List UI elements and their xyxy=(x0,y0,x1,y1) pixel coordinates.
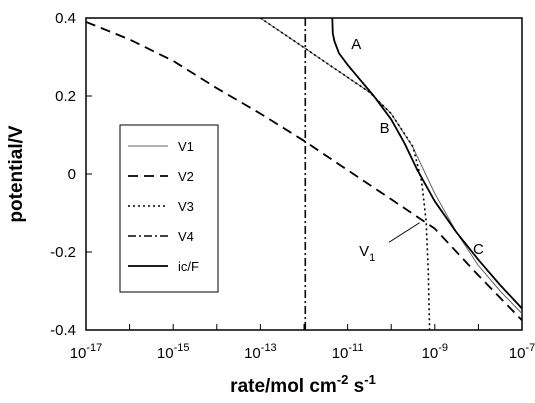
series-line-icf xyxy=(332,18,522,309)
annotation-label: $V_1$ xyxy=(359,242,376,264)
x-tick-label: $10^{-15}$ xyxy=(156,342,190,362)
legend-label: V1 xyxy=(178,139,194,154)
x-axis-title-sup2: -1 xyxy=(364,372,376,387)
annotation-pointer xyxy=(389,223,420,243)
y-axis-title: potential/V xyxy=(6,125,27,223)
series-line-v1 xyxy=(260,18,522,314)
y-tick-label: 0 xyxy=(67,166,76,183)
annotations xyxy=(351,36,484,264)
y-tick-label: 0.4 xyxy=(55,10,76,27)
x-tick-label: $10^{-7}$ xyxy=(508,342,535,362)
x-axis-title-sup1: -2 xyxy=(336,372,349,387)
x-tick-label: $10^{-13}$ xyxy=(244,342,277,362)
x-axis-title xyxy=(230,372,376,397)
x-tick-label: $10^{-9}$ xyxy=(421,342,449,362)
annotation-label: A xyxy=(351,36,362,54)
x-axis-title-main: rate/mol cm xyxy=(230,376,337,397)
legend-label: V2 xyxy=(178,169,194,184)
y-tick-label: -0.2 xyxy=(50,244,76,261)
legend-box xyxy=(120,125,218,292)
legend xyxy=(120,125,218,292)
y-tick-label: 0.2 xyxy=(55,88,76,105)
x-axis-title-mid: s xyxy=(348,376,365,397)
y-tick-label: -0.4 xyxy=(50,322,76,339)
legend-label: V3 xyxy=(178,199,194,214)
legend-label: ic/F xyxy=(178,259,199,274)
x-tick-label: $10^{-17}$ xyxy=(69,342,103,362)
legend-label: V4 xyxy=(178,229,194,244)
series-line-v3 xyxy=(260,18,429,330)
annotation-label: B xyxy=(379,120,390,138)
annotation-label: C xyxy=(472,240,484,258)
x-tick-label: $10^{-11}$ xyxy=(331,342,364,362)
